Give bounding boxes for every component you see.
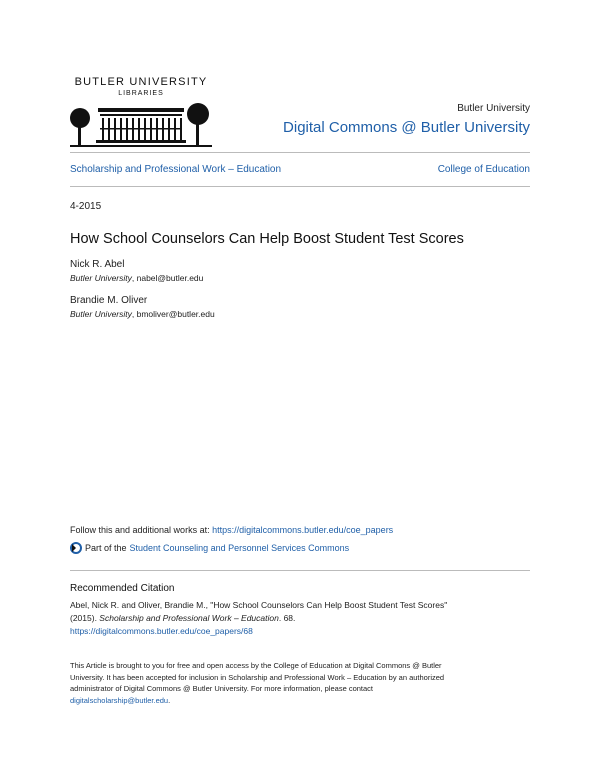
publication-date: 4-2015	[70, 201, 102, 212]
divider	[70, 152, 530, 153]
footer-line	[70, 695, 530, 707]
divider	[70, 186, 530, 187]
institution-name: Butler University	[457, 103, 530, 114]
author-institution: Butler University	[70, 309, 132, 319]
follow-text: Follow this and additional works at:	[70, 525, 213, 535]
logo-line1: BUTLER UNIVERSITY	[74, 76, 208, 88]
footer-line: administrator of Digital Commons @ Butler University. For more information, please contact	[70, 684, 373, 693]
author-affiliation	[70, 273, 203, 283]
author-name: Brandie M. Oliver	[70, 295, 148, 306]
logo-line2: LIBRARIES	[118, 90, 164, 97]
repository-link[interactable]: Digital Commons @ Butler University	[283, 119, 530, 136]
citation-heading: Recommended Citation	[70, 583, 175, 594]
follow-link[interactable]: https://digitalcommons.butler.edu/coe_papers	[212, 525, 394, 535]
part-of-text: Part of the	[85, 543, 127, 553]
citation-url[interactable]: https://digitalcommons.butler.edu/coe_papers/68	[70, 626, 253, 636]
college-link[interactable]: College of Education	[437, 164, 530, 175]
follow-line	[70, 525, 393, 535]
footer-line: This Article is brought to you for free and open access by the College of Education at Digital Commons @ Butler	[70, 661, 442, 670]
part-of-line	[70, 542, 349, 554]
citation-number: . 68.	[278, 613, 296, 623]
commons-link[interactable]: Student Counseling and Personnel Services Commons	[129, 543, 350, 553]
citation-line: Abel, Nick R. and Oliver, Brandie M., "How School Counselors Can Help Boost Student Test Scores"	[70, 600, 448, 610]
footer-period: .	[168, 695, 171, 705]
footer-notice	[70, 660, 530, 706]
footer-line: University. It has been accepted for inclusion in Scholarship and Professional Work – Education by an authorized	[70, 672, 445, 682]
butler-libraries-logo	[66, 78, 216, 148]
author-institution: Butler University	[70, 273, 132, 283]
contact-email-link[interactable]: digitalscholarship@butler.edu	[70, 695, 169, 705]
citation-series: Scholarship and Professional Work – Education	[99, 613, 279, 623]
citation-year: (2015).	[70, 613, 100, 623]
citation-body	[70, 599, 530, 638]
author-email: , bmoliver@butler.edu	[131, 309, 215, 319]
author-email: , nabel@butler.edu	[131, 273, 204, 283]
citation-line	[70, 612, 530, 625]
library-building-icon	[66, 90, 216, 150]
author-affiliation	[70, 309, 215, 319]
open-access-icon	[70, 542, 82, 554]
author-name: Nick R. Abel	[70, 259, 125, 270]
divider	[70, 570, 530, 571]
article-title: How School Counselors Can Help Boost Student Test Scores	[70, 231, 464, 247]
series-link[interactable]: Scholarship and Professional Work – Education	[70, 164, 282, 175]
